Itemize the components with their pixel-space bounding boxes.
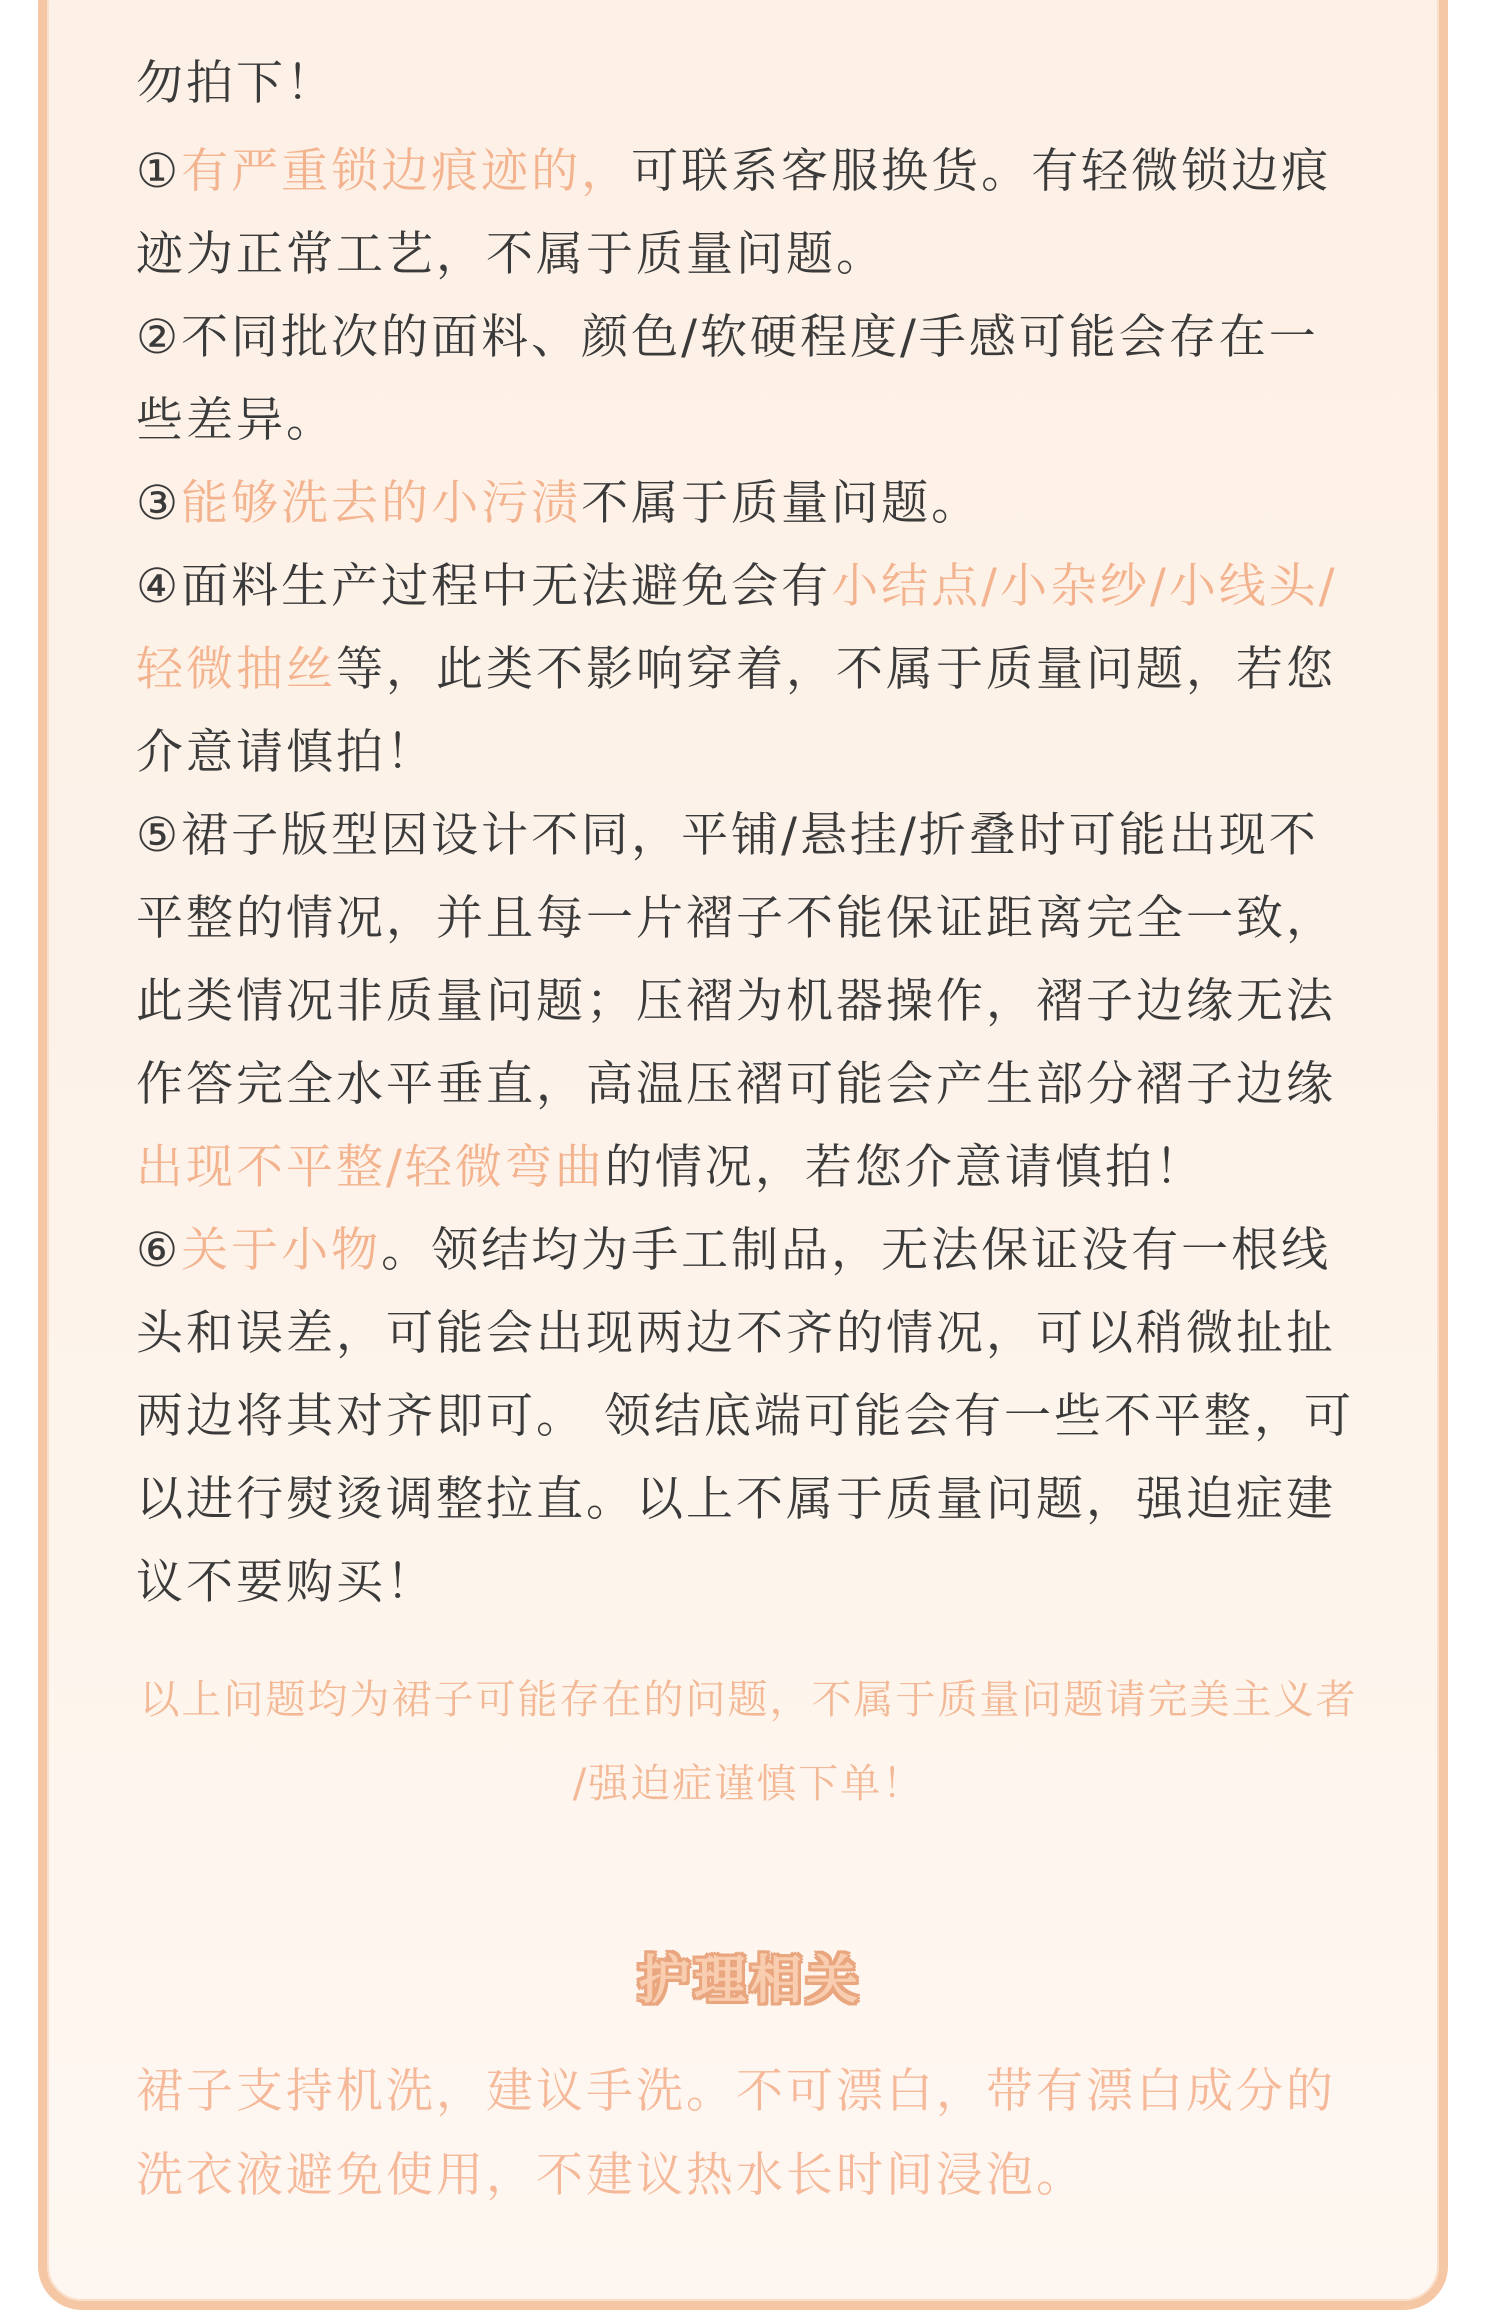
- notice-line-2: /强迫症谨慎下单！: [572, 1761, 925, 1807]
- item-number: ①: [136, 144, 182, 199]
- notes-list: [136, 130, 1361, 1624]
- item-number: ⑥: [136, 1223, 182, 1278]
- care-instructions: 裙子支持机洗，建议手洗。不可漂白，带有漂白成分的洗衣液避免使用，不建议热水长时间浸泡。: [136, 2064, 1336, 2203]
- list-item: [136, 794, 1361, 1209]
- item-number: ⑤: [136, 808, 182, 863]
- item-text: 裙子版型因设计不同，平铺/悬挂/折叠时可能出现不平整的情况，并且每一片褶子不能保证距离完全一致，此类情况非质量问题；压褶为机器操作，褶子边缘无法作答完全水平垂直，高温压褶可能会产生部分褶子边缘: [136, 808, 1336, 1112]
- item-text: 。领结均为手工制品，无法保证没有一根线头和误差，可能会出现两边不齐的情况，可以稍微扯扯两边将其对齐即可。 领结底端可能会有一些不平整，可以进行熨烫调整拉直。以上不属于质量问题，强迫症建议不要购买！: [136, 1223, 1354, 1610]
- list-item: [136, 462, 1361, 545]
- list-item: [136, 1209, 1361, 1624]
- item-text: 不同批次的面料、颜色/软硬程度/手感可能会存在一些差异。: [136, 310, 1319, 448]
- item-text: 可联系客服换货。有轻微锁边痕迹为正常工艺，不属于质量问题。: [136, 144, 1332, 282]
- list-item: [136, 545, 1361, 794]
- item-text: 面料生产过程中无法避免会有: [181, 559, 832, 614]
- item-number: ②: [136, 310, 182, 365]
- intro-line: 勿拍下！: [136, 56, 336, 103]
- item-number: ④: [136, 559, 182, 614]
- item-highlight: 小结点/小杂纱/小线头/轻微抽丝: [136, 559, 1338, 697]
- item-number: ③: [136, 476, 182, 531]
- intro-text: [136, 20, 1361, 103]
- care-section-title: 护理相关: [637, 1951, 862, 2011]
- item-highlight: 关于小物: [181, 1223, 382, 1278]
- list-item: [136, 130, 1361, 296]
- notice-line-1: 以上问题均为裙子可能存在的问题，不属于质量问题请完美主义者: [139, 1677, 1358, 1723]
- disclaimer-notice: [136, 1658, 1361, 1826]
- list-item: [136, 296, 1361, 462]
- item-text: 的情况，若您介意请慎拍！: [604, 1140, 1205, 1195]
- item-text: 等，此类不影响穿着，不属于质量问题，若您介意请慎拍！: [136, 642, 1336, 780]
- item-highlight: 能够洗去的小污渍: [181, 476, 582, 531]
- item-text: 不属于质量问题。: [581, 476, 982, 531]
- item-highlight: 出现不平整/轻微弯曲: [136, 1140, 605, 1195]
- item-highlight: 有严重锁边痕迹的，: [181, 144, 632, 199]
